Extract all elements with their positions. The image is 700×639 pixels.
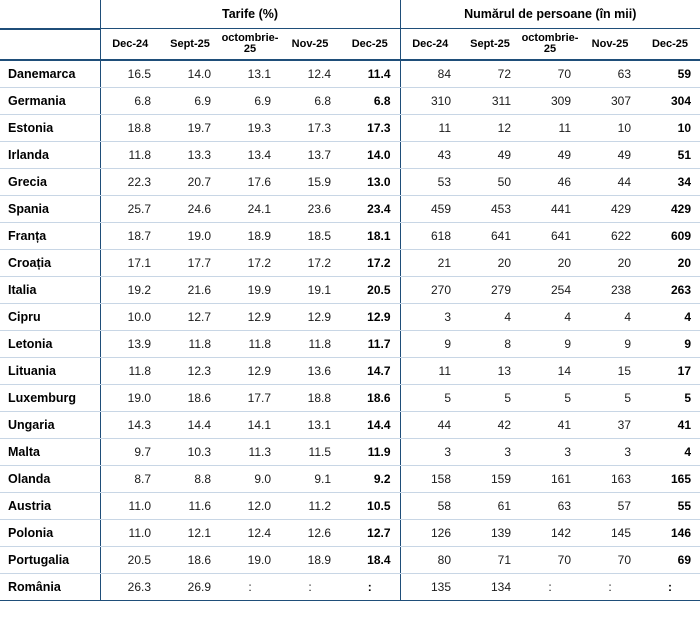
data-cell: 307 [580, 88, 640, 115]
data-cell: 311 [460, 88, 520, 115]
country-name-cell: Estonia [0, 115, 100, 142]
data-cell: 11.8 [100, 358, 160, 385]
data-cell: 42 [460, 412, 520, 439]
table-row [0, 412, 700, 439]
data-cell: 70 [520, 60, 580, 88]
country-name-cell: Polonia [0, 520, 100, 547]
data-cell: 12.9 [280, 304, 340, 331]
data-cell: 12.1 [160, 520, 220, 547]
data-cell: 69 [640, 547, 700, 574]
header-col-persons-nov25: Nov-25 [580, 29, 640, 61]
data-cell: 49 [460, 142, 520, 169]
data-cell: 18.9 [280, 547, 340, 574]
data-cell: 11.8 [100, 142, 160, 169]
data-cell: : [640, 574, 700, 601]
header-col-rates-nov25: Nov-25 [280, 29, 340, 61]
country-name-cell: Spania [0, 196, 100, 223]
data-cell: 12.9 [340, 304, 400, 331]
data-cell: 4 [640, 304, 700, 331]
header-col-rates-sept25: Sept-25 [160, 29, 220, 61]
data-cell: 459 [400, 196, 460, 223]
data-cell: 11.2 [280, 493, 340, 520]
data-cell: 6.8 [100, 88, 160, 115]
country-name-cell: Danemarca [0, 60, 100, 88]
data-cell: 17.6 [220, 169, 280, 196]
country-name-cell: Olanda [0, 466, 100, 493]
country-name-cell: Lituania [0, 358, 100, 385]
data-cell: 13 [460, 358, 520, 385]
country-name-cell: Franța [0, 223, 100, 250]
header-col-persons-oct25: octombrie-25 [520, 29, 580, 61]
data-cell: 11.0 [100, 520, 160, 547]
data-cell: 15.9 [280, 169, 340, 196]
data-cell: 18.8 [100, 115, 160, 142]
data-cell: 11 [520, 115, 580, 142]
data-cell: 43 [400, 142, 460, 169]
data-cell: 6.9 [160, 88, 220, 115]
table-row [0, 223, 700, 250]
country-name-cell: România [0, 574, 100, 601]
data-cell: 146 [640, 520, 700, 547]
data-cell: 46 [520, 169, 580, 196]
data-cell: 11 [400, 115, 460, 142]
table-row [0, 385, 700, 412]
data-cell: 5 [580, 385, 640, 412]
country-name-cell: Malta [0, 439, 100, 466]
data-cell: 12.4 [280, 60, 340, 88]
header-group-rates: Tarife (%) [100, 0, 400, 29]
table-row [0, 439, 700, 466]
data-cell: 13.3 [160, 142, 220, 169]
header-group-persons: Numărul de persoane (în mii) [400, 0, 700, 29]
data-cell: 11.3 [220, 439, 280, 466]
data-cell: 26.3 [100, 574, 160, 601]
data-cell: 49 [520, 142, 580, 169]
data-cell: 11.7 [340, 331, 400, 358]
data-cell: 126 [400, 520, 460, 547]
data-cell: 72 [460, 60, 520, 88]
data-cell: 80 [400, 547, 460, 574]
data-cell: 309 [520, 88, 580, 115]
data-cell: 12.3 [160, 358, 220, 385]
data-cell: 304 [640, 88, 700, 115]
data-cell: 41 [640, 412, 700, 439]
data-cell: 13.9 [100, 331, 160, 358]
data-cell: 5 [460, 385, 520, 412]
data-cell: 3 [400, 439, 460, 466]
table-row [0, 466, 700, 493]
data-cell: 13.1 [220, 60, 280, 88]
data-cell: 165 [640, 466, 700, 493]
table-body [0, 60, 700, 601]
data-cell: 263 [640, 277, 700, 304]
data-cell: 37 [580, 412, 640, 439]
data-cell: 13.1 [280, 412, 340, 439]
data-cell: 18.6 [160, 385, 220, 412]
data-cell: 14.3 [100, 412, 160, 439]
table-row [0, 304, 700, 331]
header-col-rates-oct25: octombrie-25 [220, 29, 280, 61]
data-cell: 6.8 [280, 88, 340, 115]
data-cell: 18.4 [340, 547, 400, 574]
data-cell: 11.6 [160, 493, 220, 520]
data-cell: : [520, 574, 580, 601]
data-cell: 9 [520, 331, 580, 358]
data-cell: 254 [520, 277, 580, 304]
data-cell: 17.2 [280, 250, 340, 277]
data-cell: 11.4 [340, 60, 400, 88]
data-cell: 5 [400, 385, 460, 412]
data-cell: 159 [460, 466, 520, 493]
data-cell: 618 [400, 223, 460, 250]
data-cell: 12.7 [340, 520, 400, 547]
data-cell: 609 [640, 223, 700, 250]
data-cell: 49 [580, 142, 640, 169]
data-cell: 9.7 [100, 439, 160, 466]
data-cell: 17.2 [220, 250, 280, 277]
data-cell: 9.1 [280, 466, 340, 493]
data-cell: 641 [520, 223, 580, 250]
data-cell: 20 [520, 250, 580, 277]
data-cell: 14.1 [220, 412, 280, 439]
data-cell: 14.0 [340, 142, 400, 169]
data-cell: 12.0 [220, 493, 280, 520]
data-cell: 20.5 [100, 547, 160, 574]
data-cell: 3 [520, 439, 580, 466]
data-cell: 17.7 [220, 385, 280, 412]
table-row [0, 331, 700, 358]
data-cell: 134 [460, 574, 520, 601]
data-cell: 13.6 [280, 358, 340, 385]
data-cell: 14.4 [340, 412, 400, 439]
data-cell: 20 [460, 250, 520, 277]
data-cell: : [580, 574, 640, 601]
data-cell: 429 [580, 196, 640, 223]
data-cell: 34 [640, 169, 700, 196]
data-cell: 10 [580, 115, 640, 142]
data-cell: 17.2 [340, 250, 400, 277]
data-cell: 158 [400, 466, 460, 493]
table-row [0, 250, 700, 277]
data-cell: 70 [520, 547, 580, 574]
data-cell: 70 [580, 547, 640, 574]
table-row [0, 574, 700, 601]
data-cell: 19.0 [220, 547, 280, 574]
table-row [0, 60, 700, 88]
header-col-rates-dec24: Dec-24 [100, 29, 160, 61]
header-col-persons-dec24: Dec-24 [400, 29, 460, 61]
data-cell: 20.7 [160, 169, 220, 196]
data-cell: 163 [580, 466, 640, 493]
data-cell: 18.5 [280, 223, 340, 250]
data-cell: 17.1 [100, 250, 160, 277]
data-cell: 16.5 [100, 60, 160, 88]
data-cell: 279 [460, 277, 520, 304]
data-cell: 9.0 [220, 466, 280, 493]
country-name-cell: Letonia [0, 331, 100, 358]
data-cell: 61 [460, 493, 520, 520]
data-cell: 12.4 [220, 520, 280, 547]
data-cell: 10.3 [160, 439, 220, 466]
table-row [0, 547, 700, 574]
data-cell: 270 [400, 277, 460, 304]
header-col-persons-sept25: Sept-25 [460, 29, 520, 61]
header-col-persons-dec25: Dec-25 [640, 29, 700, 61]
data-cell: 18.1 [340, 223, 400, 250]
data-cell: 3 [400, 304, 460, 331]
data-cell: 12.9 [220, 304, 280, 331]
data-cell: 63 [520, 493, 580, 520]
data-cell: 12.7 [160, 304, 220, 331]
country-name-cell: Irlanda [0, 142, 100, 169]
data-cell: 10.5 [340, 493, 400, 520]
data-cell: 17.3 [340, 115, 400, 142]
data-cell: 21 [400, 250, 460, 277]
table-row [0, 196, 700, 223]
data-cell: 5 [520, 385, 580, 412]
data-cell: 14.0 [160, 60, 220, 88]
header-col-rates-dec25: Dec-25 [340, 29, 400, 61]
data-cell: 14.7 [340, 358, 400, 385]
data-cell: 22.3 [100, 169, 160, 196]
data-cell: 11.8 [280, 331, 340, 358]
table-row [0, 493, 700, 520]
data-cell: : [280, 574, 340, 601]
data-cell: 17 [640, 358, 700, 385]
data-cell: 57 [580, 493, 640, 520]
header-country-blank [0, 29, 100, 61]
data-cell: 44 [580, 169, 640, 196]
data-cell: 58 [400, 493, 460, 520]
data-cell: 26.9 [160, 574, 220, 601]
country-name-cell: Grecia [0, 169, 100, 196]
data-cell: : [340, 574, 400, 601]
data-cell: 3 [580, 439, 640, 466]
data-cell: 20 [580, 250, 640, 277]
data-cell: 44 [400, 412, 460, 439]
data-cell: 9 [580, 331, 640, 358]
data-cell: 17.7 [160, 250, 220, 277]
data-cell: 3 [460, 439, 520, 466]
data-cell: 18.7 [100, 223, 160, 250]
data-cell: 11 [400, 358, 460, 385]
data-cell: 14.4 [160, 412, 220, 439]
data-cell: 8.8 [160, 466, 220, 493]
data-cell: 622 [580, 223, 640, 250]
data-cell: 161 [520, 466, 580, 493]
data-cell: 11.8 [160, 331, 220, 358]
data-cell: 18.6 [340, 385, 400, 412]
data-cell: 18.8 [280, 385, 340, 412]
data-cell: 429 [640, 196, 700, 223]
table-row [0, 88, 700, 115]
data-cell: 23.6 [280, 196, 340, 223]
data-cell: 139 [460, 520, 520, 547]
data-cell: 441 [520, 196, 580, 223]
data-cell: 19.3 [220, 115, 280, 142]
country-name-cell: Italia [0, 277, 100, 304]
data-cell: 6.9 [220, 88, 280, 115]
data-cell: 24.6 [160, 196, 220, 223]
data-cell: 50 [460, 169, 520, 196]
data-cell: 142 [520, 520, 580, 547]
data-cell: 13.0 [340, 169, 400, 196]
data-cell: 11.9 [340, 439, 400, 466]
header-group-row [0, 0, 700, 29]
data-cell: 9 [640, 331, 700, 358]
data-cell: 11.5 [280, 439, 340, 466]
data-cell: 11.8 [220, 331, 280, 358]
data-cell: 8.7 [100, 466, 160, 493]
data-cell: 10 [640, 115, 700, 142]
data-cell: 453 [460, 196, 520, 223]
data-cell: 13.7 [280, 142, 340, 169]
data-cell: 14 [520, 358, 580, 385]
table-row [0, 358, 700, 385]
data-cell: 641 [460, 223, 520, 250]
data-cell: 145 [580, 520, 640, 547]
data-cell: 24.1 [220, 196, 280, 223]
data-cell: 310 [400, 88, 460, 115]
data-cell: 12.6 [280, 520, 340, 547]
data-cell: 12 [460, 115, 520, 142]
country-name-cell: Luxemburg [0, 385, 100, 412]
country-name-cell: Germania [0, 88, 100, 115]
table-row [0, 115, 700, 142]
country-name-cell: Croația [0, 250, 100, 277]
data-cell: 19.0 [100, 385, 160, 412]
data-cell: 18.6 [160, 547, 220, 574]
country-name-cell: Portugalia [0, 547, 100, 574]
data-cell: : [220, 574, 280, 601]
data-cell: 17.3 [280, 115, 340, 142]
data-cell: 15 [580, 358, 640, 385]
data-cell: 25.7 [100, 196, 160, 223]
data-cell: 5 [640, 385, 700, 412]
table-header [0, 0, 700, 60]
data-cell: 9 [400, 331, 460, 358]
data-cell: 13.4 [220, 142, 280, 169]
data-cell: 19.2 [100, 277, 160, 304]
data-cell: 18.9 [220, 223, 280, 250]
data-cell: 9.2 [340, 466, 400, 493]
data-cell: 19.9 [220, 277, 280, 304]
data-cell: 51 [640, 142, 700, 169]
data-cell: 6.8 [340, 88, 400, 115]
data-cell: 20.5 [340, 277, 400, 304]
data-cell: 4 [580, 304, 640, 331]
header-column-row [0, 29, 700, 61]
country-name-cell: Ungaria [0, 412, 100, 439]
data-cell: 12.9 [220, 358, 280, 385]
country-name-cell: Austria [0, 493, 100, 520]
data-cell: 238 [580, 277, 640, 304]
data-cell: 11.0 [100, 493, 160, 520]
data-cell: 21.6 [160, 277, 220, 304]
table-row [0, 169, 700, 196]
table-row [0, 142, 700, 169]
data-cell: 71 [460, 547, 520, 574]
table-row [0, 277, 700, 304]
table-row [0, 520, 700, 547]
data-cell: 19.1 [280, 277, 340, 304]
data-cell: 84 [400, 60, 460, 88]
data-cell: 10.0 [100, 304, 160, 331]
data-cell: 19.0 [160, 223, 220, 250]
data-cell: 135 [400, 574, 460, 601]
data-cell: 63 [580, 60, 640, 88]
data-cell: 8 [460, 331, 520, 358]
data-cell: 59 [640, 60, 700, 88]
data-cell: 4 [520, 304, 580, 331]
data-cell: 23.4 [340, 196, 400, 223]
data-cell: 4 [460, 304, 520, 331]
data-cell: 41 [520, 412, 580, 439]
country-name-cell: Cipru [0, 304, 100, 331]
data-cell: 20 [640, 250, 700, 277]
data-cell: 19.7 [160, 115, 220, 142]
data-cell: 53 [400, 169, 460, 196]
header-corner-blank [0, 0, 100, 29]
data-cell: 55 [640, 493, 700, 520]
data-cell: 4 [640, 439, 700, 466]
